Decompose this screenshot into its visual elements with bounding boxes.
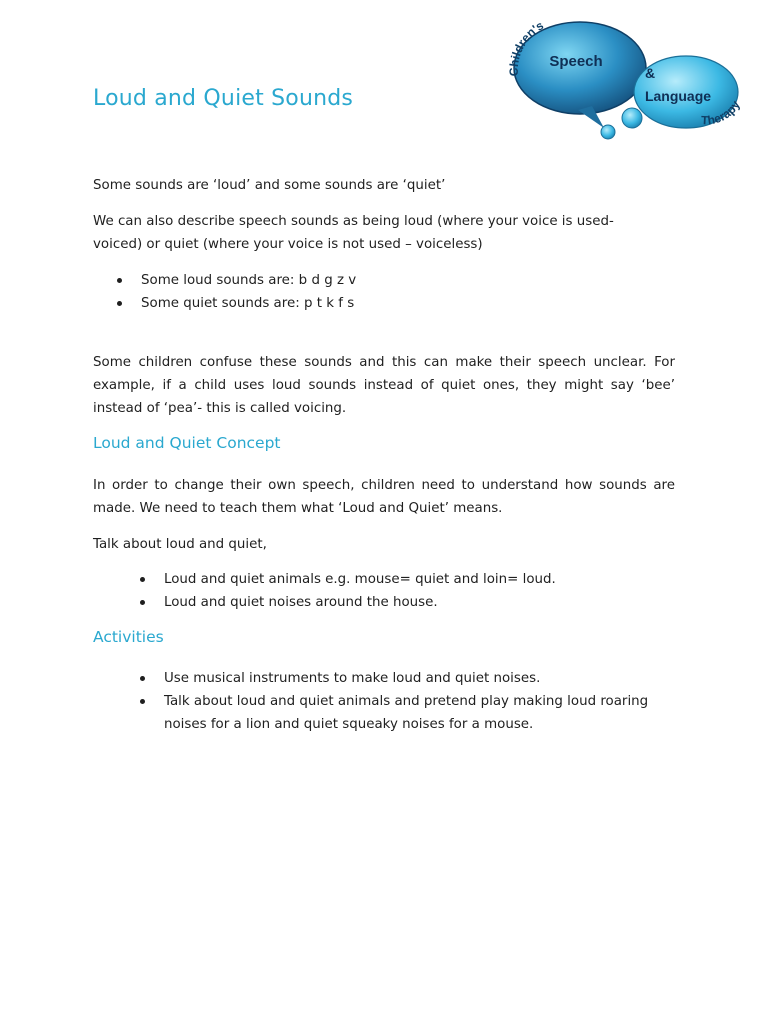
logo-amp-text: & <box>644 65 656 81</box>
small-bubble-1 <box>622 108 642 128</box>
concept-list <box>140 568 556 614</box>
logo-language-text: Language <box>644 88 712 104</box>
page-title: Loud and Quiet Sounds <box>93 86 354 111</box>
talk-paragraph: Talk about loud and quiet, <box>93 537 267 552</box>
list-item: Some quiet sounds are: p t k f s <box>117 292 356 315</box>
logo-therapy-text: Therapy <box>700 98 743 128</box>
logo-speech-text: Speech <box>549 53 603 70</box>
bullet-dot <box>140 699 145 704</box>
concept-heading: Loud and Quiet Concept <box>93 434 281 452</box>
list-item: Loud and quiet noises around the house. <box>140 591 556 614</box>
small-bubble-2 <box>601 125 615 139</box>
confuse-paragraph: Some children confuse these sounds and this can make their speech unclear. For example, if a child uses loud sounds instead of quiet ones, they might say ‘bee’ instead of ‘pea’- this is called voicing. <box>93 355 675 416</box>
sound-list <box>117 269 356 315</box>
list-item: Use musical instruments to make loud and quiet noises. <box>140 667 680 690</box>
bullet-dot <box>117 301 122 306</box>
list-item: Talk about loud and quiet animals and pretend play making loud roaring noises for a lion and quiet squeaky noises for a mouse. <box>140 690 680 736</box>
bullet-dot <box>140 600 145 605</box>
bullet-dot <box>140 676 145 681</box>
bullet-dot <box>140 577 145 582</box>
list-item: Some loud sounds are: b d g z v <box>117 269 356 292</box>
activities-heading: Activities <box>93 628 164 646</box>
logo-top-text: Children's <box>506 18 546 77</box>
intro-paragraph: Some sounds are ‘loud’ and some sounds are ‘quiet’ <box>93 178 446 193</box>
describe-paragraph: We can also describe speech sounds as being loud (where your voice is used- voiced) or quiet (where your voice is not used – voiceless) <box>93 214 614 252</box>
bullet-dot <box>117 278 122 283</box>
speech-therapy-logo <box>496 14 758 146</box>
concept-paragraph: In order to change their own speech, children need to understand how sounds are made. We need to teach them what ‘Loud and Quiet’ means. <box>93 478 675 516</box>
list-item: Loud and quiet animals e.g. mouse= quiet and loin= loud. <box>140 568 556 591</box>
activities-list <box>140 667 680 736</box>
